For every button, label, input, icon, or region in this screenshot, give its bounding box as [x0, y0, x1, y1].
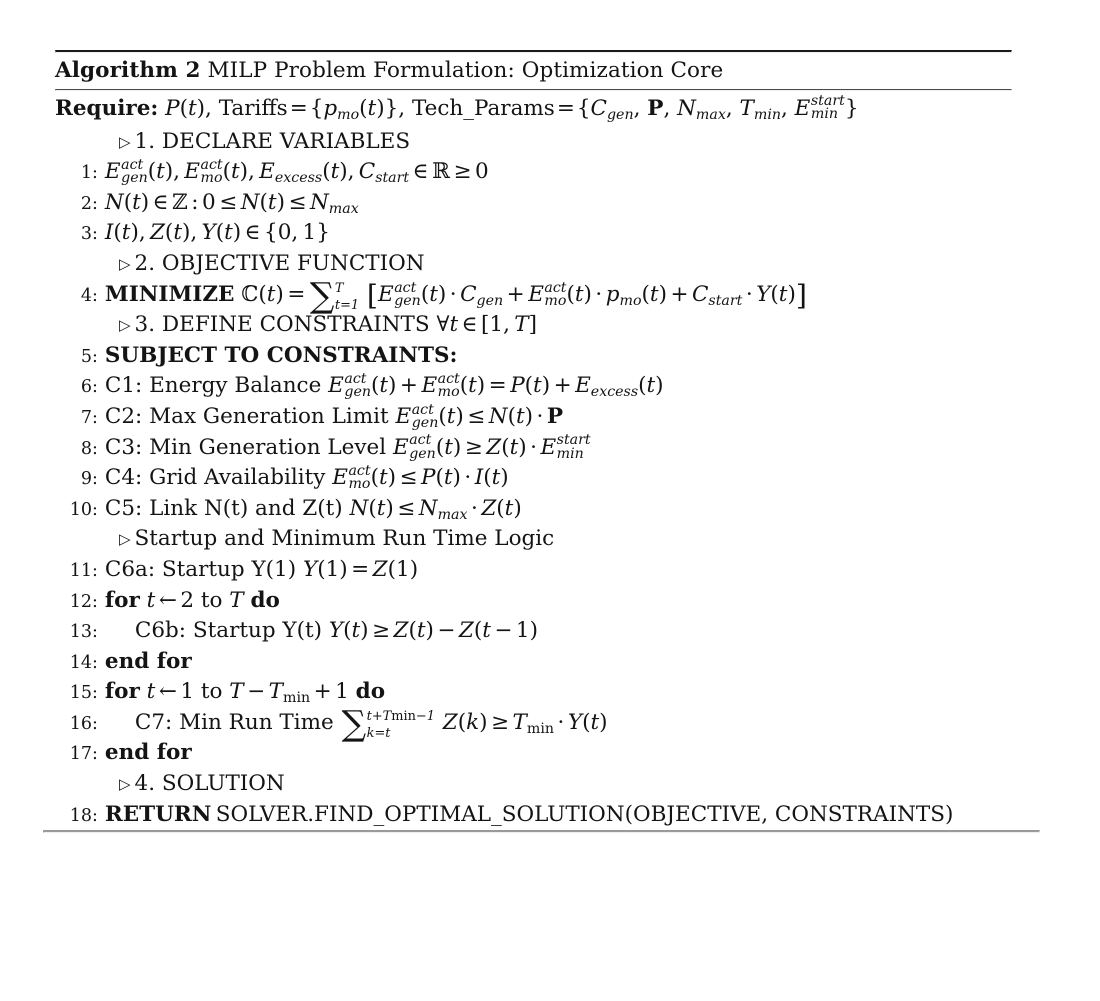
line-number: 12: [69, 591, 92, 612]
line-number: 17: [69, 744, 92, 765]
line-number: 7: [80, 407, 92, 428]
algorithm-title-row: [55, 53, 1010, 89]
constraint-label: C6a: Startup Y(1): [104, 556, 297, 582]
line-number-colon: :: [92, 346, 98, 367]
algorithm-line: [55, 276, 1010, 317]
rule-bottom: [43, 830, 1040, 833]
statement: [105, 371, 664, 402]
line-number-colon: :: [92, 499, 98, 520]
line-number: 16: [69, 713, 92, 734]
algorithm-line: [55, 188, 1010, 219]
line-number-colon: :: [92, 683, 98, 704]
summation-icon: ∑ t+Tmin−1 k=t: [341, 704, 435, 745]
line-number: 14: [69, 652, 92, 673]
constraint-expression: ∑ t+Tmin−1 k=t $Z(k) \ge T_{min} \cdot Y(t)$: [341, 704, 608, 745]
algorithm-line: [55, 494, 1010, 525]
keyword-do: do: [250, 587, 280, 613]
statement: [105, 402, 563, 433]
keyword-subject-to: SUBJECT TO CONSTRAINTS:: [104, 342, 458, 368]
constraint-expression: E act mo (t) ≤ P(t) · I(t): [332, 463, 509, 493]
comment-triangle-icon: ▷: [119, 254, 131, 273]
line-number-colon: :: [92, 224, 98, 245]
comment-text: 4. SOLUTION: [134, 771, 285, 797]
comment-text: 3. DEFINE CONSTRAINTS: [134, 312, 430, 338]
statement: [105, 433, 591, 464]
line-number-colon: :: [92, 377, 98, 398]
algorithm-line: [55, 371, 1010, 402]
statement: [105, 341, 458, 372]
algorithm-line: [55, 463, 1010, 494]
algorithm-label: Algorithm 2: [55, 58, 201, 83]
line-number: 9: [80, 469, 92, 490]
line-number: 5: [80, 346, 92, 367]
algorithm-line: [55, 677, 1010, 708]
comment-triangle-icon: ▷: [119, 530, 131, 549]
constraint-label: C2: Max Generation Limit: [104, 403, 389, 429]
algorithm-block: [55, 50, 1010, 833]
line-number-colon: :: [92, 744, 98, 765]
page-title: MILP Problem Formulation: Optimization Core: [207, 58, 724, 83]
keyword-end-for: end for: [104, 648, 192, 674]
line-number-colon: :: [92, 438, 98, 459]
keyword-do: do: [355, 679, 386, 705]
section-comment: [99, 127, 410, 159]
line-number-colon: :: [92, 407, 98, 428]
statement: N(t) ∈ ℤ : $0 \le N(t) \le N_{max}$: [104, 189, 359, 217]
line-number-colon: :: [92, 193, 98, 214]
keyword-to: to: [200, 679, 223, 705]
algorithm-line: [55, 555, 1010, 586]
line-number: 13: [69, 622, 92, 643]
comment-math: ∀t ∈ [1, T]: [436, 312, 537, 338]
constraint-expression: Y(t) ≥ Z(t) − Z(t − 1): [328, 618, 538, 644]
summation-icon: ∑ T t=1: [309, 276, 360, 317]
line-number-colon: :: [92, 652, 98, 673]
comment-text: 2. OBJECTIVE FUNCTION: [134, 250, 425, 276]
algorithm-line: [55, 127, 1010, 158]
line-number-colon: :: [92, 622, 98, 643]
algorithm-line: [55, 249, 1010, 280]
algorithm-line: [55, 704, 1010, 745]
require-row: [55, 91, 1010, 125]
statement: [105, 800, 953, 831]
line-number: 2: [80, 193, 92, 214]
algorithm-line: [55, 586, 1010, 617]
algorithm-line: [55, 647, 1010, 678]
line-number: 11: [69, 560, 92, 581]
line-number: 3: [80, 224, 92, 245]
algorithm-line: [55, 310, 1010, 341]
algorithm-line: [55, 157, 1010, 188]
section-comment: [99, 524, 554, 556]
section-comment: [99, 249, 425, 281]
constraint-label: C4: Grid Availability: [104, 465, 326, 491]
keyword-for: for: [104, 587, 140, 613]
statement: I(t), Z(t), Y(t) ∈ {0, 1}: [104, 220, 330, 246]
comment-text: Startup and Minimum Run Time Logic: [134, 526, 555, 552]
algorithm-line: [55, 524, 1010, 555]
constraint-label: C5: Link N(t) and Z(t): [104, 495, 343, 521]
line-number: 15: [69, 683, 92, 704]
line-number: 8: [80, 438, 92, 459]
statement: [105, 616, 538, 647]
line-number-colon: :: [92, 805, 98, 826]
keyword-return: RETURN: [104, 801, 212, 827]
algorithm-line: [55, 433, 1010, 464]
statement: [105, 647, 192, 678]
algorithm-line: [55, 800, 1010, 831]
line-number: 10: [69, 499, 92, 520]
algorithm-line: [55, 402, 1010, 433]
keyword-to: to: [200, 587, 223, 613]
constraint-expression: E act gen (t) + E act mo $(t) = P(t) + E_{excess}(t)$: [328, 371, 664, 401]
line-number-colon: :: [92, 285, 98, 306]
require-label: Require:: [55, 95, 159, 121]
keyword-for: for: [104, 679, 140, 705]
require-expression: P(t), $Tariffs=\{p_{mo}(t)\}$, $Tech\_Params=\{C_{gen}$, P, $N_{max}$, $T_{min}$, E start min }: [165, 93, 859, 123]
line-number: 6: [80, 377, 92, 398]
comment-triangle-icon: ▷: [119, 775, 131, 794]
return-call: SOLVER.FIND_OPTIMAL_SOLUTION(OBJECTIVE, CONSTRAINTS): [215, 801, 954, 827]
statement: [105, 494, 522, 525]
comment-triangle-icon: ▷: [119, 316, 131, 335]
constraint-label: C3: Min Generation Level: [104, 434, 387, 460]
section-comment: [99, 769, 285, 801]
line-number-colon: :: [92, 591, 98, 612]
algorithm-line: [55, 769, 1010, 800]
comment-triangle-icon: ▷: [119, 132, 131, 151]
line-number: 4: [80, 285, 92, 306]
algorithm-line: [55, 341, 1010, 372]
constraint-expression: E act gen (t) ≤ N(t) · P: [395, 401, 564, 431]
statement: MINIMIZE ℂ(t) = ∑ T t=1 [E act gen $(t) \cdot C_{gen} + E$ act mo $(t) \cdot p_{mo}(t) + C_{start} \cdot Y(t)$]: [104, 276, 807, 317]
line-number-colon: :: [92, 560, 98, 581]
constraint-label: C6b: Startup Y(t): [134, 618, 323, 644]
constraint-label: C7: Min Run Time: [134, 709, 334, 735]
algorithm-line: [55, 616, 1010, 647]
constraint-expression: $N(t) \le N_{max} \cdot Z(t)$: [349, 495, 522, 523]
constraint-expression: E act gen (t) ≥ Z(t) · E start min: [392, 432, 591, 462]
line-number-colon: :: [92, 163, 98, 184]
constraint-expression: Y(1) = Z(1): [302, 556, 419, 582]
keyword-minimize: MINIMIZE: [104, 281, 235, 307]
keyword-end-for: end for: [104, 740, 192, 766]
line-number: 1: [80, 163, 92, 184]
statement: [105, 738, 192, 769]
statement: for t ← 2 to T do: [104, 587, 280, 613]
statement: [105, 463, 509, 494]
statement: [105, 555, 418, 586]
comment-text: 1. DECLARE VARIABLES: [134, 128, 411, 154]
statement: E act gen (t), E act mo (t), $E_{excess}(t)$, $C_{start}$ ∈ ℝ ≥ 0: [104, 157, 489, 187]
statement: for t ← 1 to $T - T_{min} + 1$ do: [104, 679, 386, 707]
algorithm-lines: [55, 125, 1010, 831]
constraint-label: C1: Energy Balance: [104, 373, 322, 399]
line-number-colon: :: [92, 469, 98, 490]
line-number-colon: :: [92, 713, 98, 734]
algorithm-line: [55, 218, 1010, 249]
line-number: 18: [69, 805, 92, 826]
